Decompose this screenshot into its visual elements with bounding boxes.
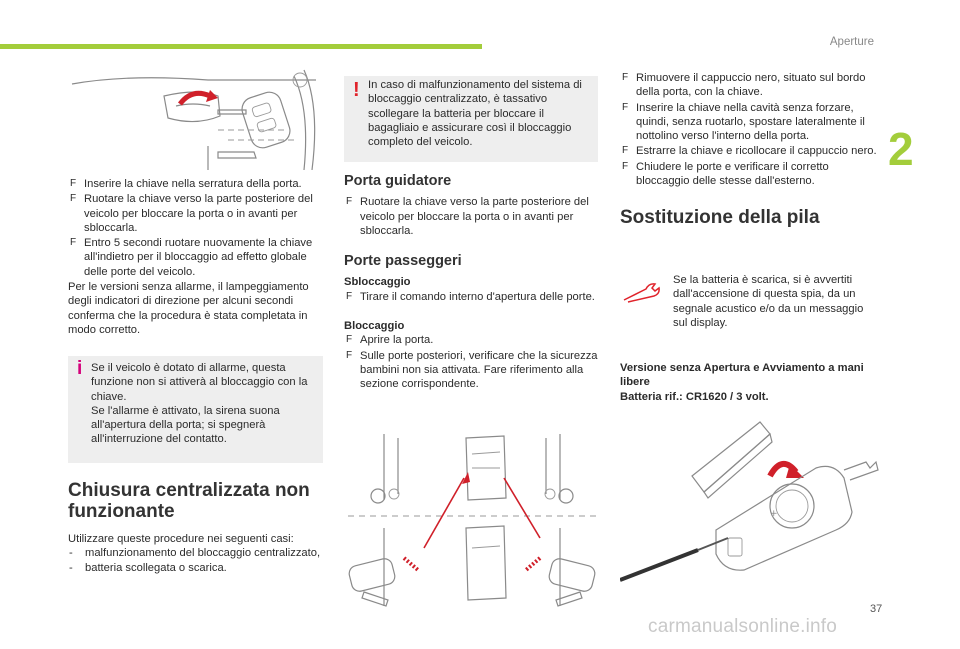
bullet-item: F Inserire la chiave nella serratura della porta. [70,178,302,190]
bullet-item: F Ruotare la chiave verso la parte posteriore del veicolo per bloccare la porta o in avanti per sbloccarla. [70,193,313,234]
heading-passenger-doors: Porte passeggeri [344,253,462,270]
chapter-name: Aperture [829,36,874,48]
bullet-item: F Sulle porte posteriori, verificare che la sicurezza bambini non sia attivata. Fare riferimento alla sezione corrispondente. [346,349,598,391]
intro-text: Utilizzare queste procedure nei seguenti casi: [68,533,294,545]
paragraph-confirmation: Per le versioni senza allarme, il lampeggiamento degli indicatori di direzione per alcuni secondi conferma che la procedura è stata completata in modo corretto. [68,281,309,336]
warning-icon: ! [353,79,360,101]
door-lock-procedure-illustration [344,428,600,608]
page-number: 37 [870,603,883,615]
heading-driver-door: Porta guidatore [344,173,452,189]
info-icon: i [77,358,83,379]
bullet-item: F Aprire la porta. [346,334,434,347]
chapter-accent-bar [0,44,482,49]
bullet-item: F Inserire la chiave nella cavità senza forzare, quindi, senza ruotarlo, spostare lateralmente il nottolino verso l'interno della porta. [622,101,865,143]
chapter-number: 2 [888,123,914,175]
version-label: Versione senza Apertura e Avviamento a mani libere [620,362,864,389]
bullet-item: F Ruotare la chiave verso la parte posteriore del veicolo per bloccare la porta o in avanti per sbloccarla. [346,196,589,237]
svg-text:+: + [770,509,778,519]
info-text: Se il veicolo è dotato di allarme, questa funzione non si attiverà al bloccaggio con la chiave. [91,362,308,403]
battery-reference: Batteria rif.: CR1620 / 3 volt. [620,390,769,403]
bullet-item: F Rimuovere il cappuccio nero, situato sul bordo della porta, con la chiave. [622,72,866,99]
heading-battery-replacement: Sostituzione della pila [620,207,820,229]
wrench-warning-icon [622,281,662,303]
bullet-item: F Chiudere le porte e verificare il corretto bloccaggio delle stesse dall'esterno. [622,160,829,188]
bullet-item: F Estrarre la chiave e ricollocare il cappuccio nero. [622,145,877,158]
info-box [68,356,323,463]
bullet-item: F Tirare il comando interno d'apertura delle porte. [346,290,595,303]
heading-central-locking: Chiusura centralizzata non funzionante [68,480,310,522]
battery-replacement-illustration [620,420,880,590]
warning-text: In caso di malfunzionamento del sistema di bloccaggio centralizzato, è tassativo scollegare la batteria per bloccare il bagagliaio e assicurare così il bloccaggio completo del veicolo. [368,79,582,149]
unlock-label: Sbloccaggio [344,276,411,289]
list-item: - batteria scollegata o scarica. [69,561,227,574]
key-in-door-lock-illustration [68,66,324,170]
battery-warning-text: Se la batteria è scarica, si è avvertiti dall'accensione di questa spia, da un segnale acustico e/o da un messaggio sul display. [673,274,864,329]
list-item: - malfunzionamento del bloccaggio centralizzato, [69,547,321,560]
warning-box [344,76,598,162]
watermark: carmanualsonline.info [648,616,838,637]
bullet-item: F Entro 5 secondi ruotare nuovamente la chiave all'indietro per il bloccaggio ad effetto globale delle porte del veicolo. [70,237,313,278]
info-text: Se l'allarme è attivato, la sirena suona all'apertura della porta; si spegnerà all'interruzione del contatto. [91,404,280,446]
lock-label: Bloccaggio [344,320,405,333]
